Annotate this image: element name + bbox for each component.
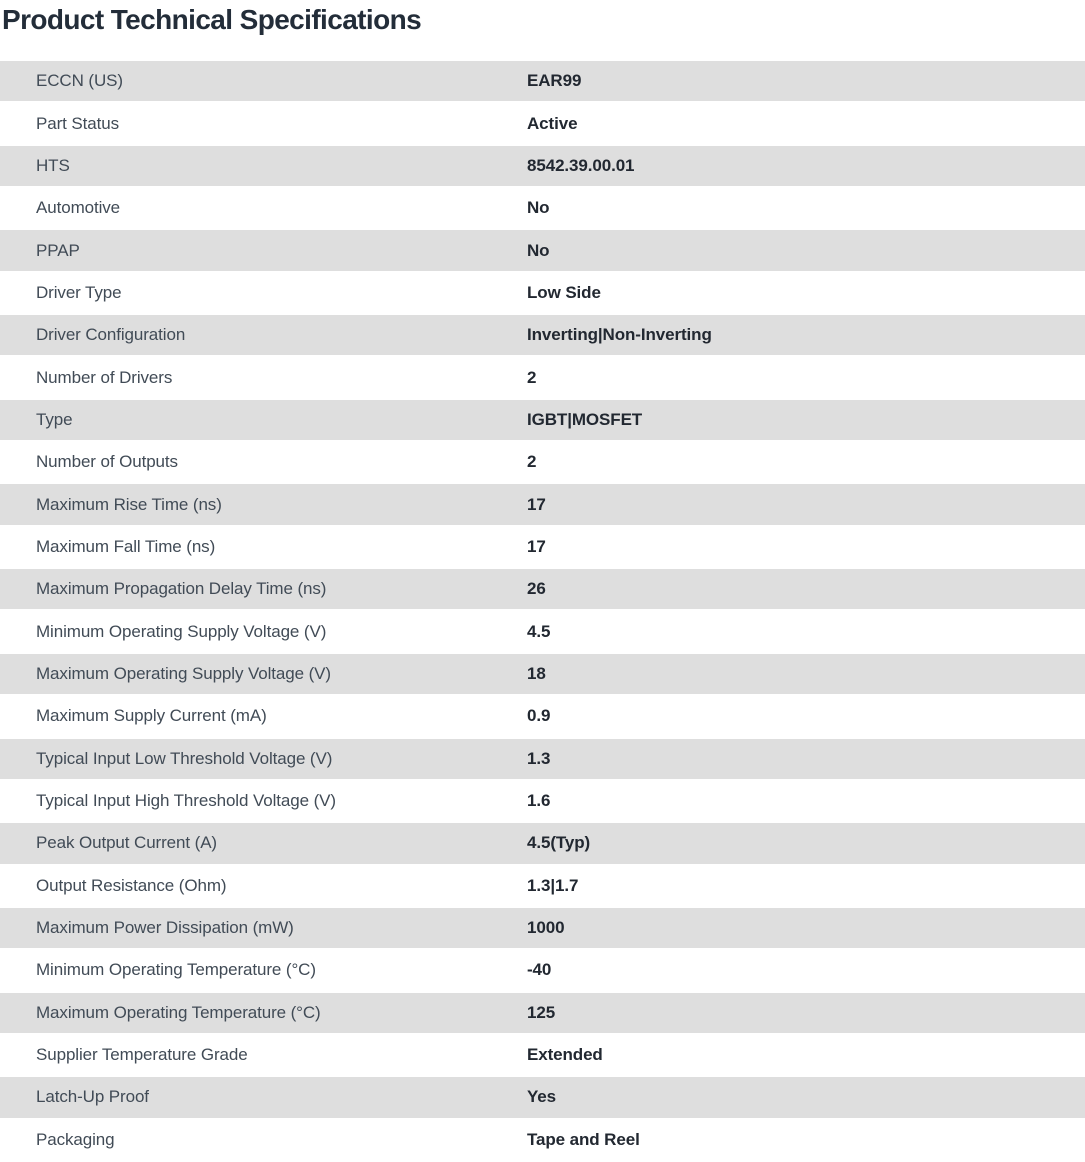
spec-row	[0, 1035, 1085, 1077]
spec-label: Automotive	[36, 198, 121, 218]
spec-row	[0, 696, 1085, 738]
spec-label: Number of Outputs	[36, 452, 178, 472]
spec-label: Driver Configuration	[36, 325, 186, 345]
spec-value: Inverting|Non-Inverting	[527, 325, 712, 345]
spec-row	[0, 103, 1085, 145]
spec-label: Minimum Operating Supply Voltage (V)	[36, 621, 327, 641]
spec-row	[0, 823, 1085, 865]
spec-label: Part Status	[36, 113, 119, 133]
spec-row	[0, 273, 1085, 315]
spec-row	[0, 527, 1085, 569]
spec-label: Maximum Operating Supply Voltage (V)	[36, 663, 331, 683]
spec-value: Extended	[527, 1045, 603, 1065]
spec-row	[0, 484, 1085, 526]
spec-table	[0, 61, 1085, 1162]
spec-row	[0, 1077, 1085, 1119]
spec-value: EAR99	[527, 71, 582, 91]
spec-value: 4.5(Typ)	[527, 833, 591, 853]
spec-row	[0, 993, 1085, 1035]
spec-row	[0, 400, 1085, 442]
spec-value: 2	[527, 367, 537, 387]
spec-row	[0, 315, 1085, 357]
spec-value: Active	[527, 113, 578, 133]
spec-value: 17	[527, 494, 546, 514]
spec-row	[0, 230, 1085, 272]
spec-value: 18	[527, 663, 546, 683]
spec-label: Maximum Propagation Delay Time (ns)	[36, 579, 327, 599]
spec-label: Typical Input High Threshold Voltage (V)	[36, 791, 336, 811]
spec-value: Tape and Reel	[527, 1129, 640, 1149]
spec-value: 17	[527, 536, 546, 556]
spec-row	[0, 654, 1085, 696]
page-title: Product Technical Specifications	[2, 4, 422, 35]
spec-value: 2	[527, 452, 537, 472]
spec-value: 1000	[527, 918, 565, 938]
spec-value: 1.6	[527, 791, 551, 811]
spec-label: Type	[36, 409, 73, 429]
spec-value: 8542.39.00.01	[527, 155, 635, 175]
spec-label: Packaging	[36, 1129, 115, 1149]
spec-row	[0, 357, 1085, 399]
spec-label: Maximum Rise Time (ns)	[36, 494, 222, 514]
spec-row	[0, 781, 1085, 823]
spec-label: Supplier Temperature Grade	[36, 1045, 248, 1065]
spec-row	[0, 908, 1085, 950]
spec-row	[0, 146, 1085, 188]
spec-label: PPAP	[36, 240, 80, 260]
spec-label: Maximum Fall Time (ns)	[36, 536, 216, 556]
spec-row	[0, 950, 1085, 992]
spec-value: 1.3|1.7	[527, 875, 579, 895]
spec-value: -40	[527, 960, 552, 980]
spec-value: Low Side	[527, 282, 601, 302]
spec-label: Minimum Operating Temperature (°C)	[36, 960, 316, 980]
spec-row	[0, 188, 1085, 230]
spec-label: Maximum Operating Temperature (°C)	[36, 1002, 321, 1022]
spec-label: Peak Output Current (A)	[36, 833, 217, 853]
spec-value: Yes	[527, 1087, 557, 1107]
spec-value: IGBT|MOSFET	[527, 409, 643, 429]
spec-value: 4.5	[527, 621, 551, 641]
spec-row	[0, 611, 1085, 653]
spec-label: ECCN (US)	[36, 71, 123, 91]
spec-label: Number of Drivers	[36, 367, 173, 387]
spec-label: Maximum Power Dissipation (mW)	[36, 918, 294, 938]
spec-value: 26	[527, 579, 546, 599]
spec-label: Maximum Supply Current (mA)	[36, 706, 267, 726]
spec-row	[0, 866, 1085, 908]
spec-value: 1.3	[527, 748, 551, 768]
spec-label: Output Resistance (Ohm)	[36, 875, 227, 895]
spec-row	[0, 1120, 1085, 1162]
spec-label: Driver Type	[36, 282, 122, 302]
spec-value: No	[527, 198, 550, 218]
spec-label: Typical Input Low Threshold Voltage (V)	[36, 748, 333, 768]
spec-row	[0, 569, 1085, 611]
spec-row	[0, 739, 1085, 781]
spec-row	[0, 61, 1085, 103]
spec-row	[0, 442, 1085, 484]
spec-value: 125	[527, 1002, 556, 1022]
spec-label: HTS	[36, 155, 70, 175]
spec-value: No	[527, 240, 550, 260]
spec-label: Latch-Up Proof	[36, 1087, 149, 1107]
spec-value: 0.9	[527, 706, 551, 726]
